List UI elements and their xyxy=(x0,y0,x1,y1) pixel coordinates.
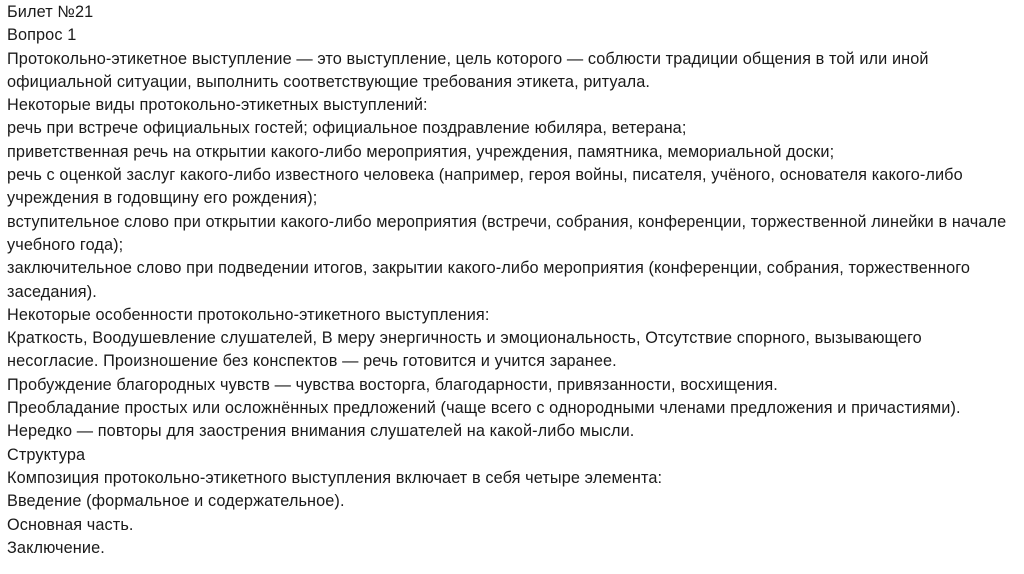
paragraph-type-guests: речь при встрече официальных гостей; официальное поздравление юбиляра, ветерана; xyxy=(7,119,687,138)
paragraph-type-introductory: вступительное слово при открытии какого-либо мероприятия (встречи, собрания, конференции, торжественной линейки в начале учебного года); xyxy=(7,212,1007,254)
paragraph-type-merits: речь с оценкой заслуг какого-либо известного человека (например, героя войны, писателя, учёного, основателя какого-либо учреждения в годовщину его рождения); xyxy=(7,166,963,208)
paragraph-types-heading: Некоторые виды протокольно-этикетных выступлений: xyxy=(7,96,428,115)
paragraph-conclusion: Заключение. xyxy=(7,538,105,557)
paragraph-feature-brevity: Краткость, Воодушевление слушателей, В меру энергичность и эмоциональность, Отсутствие спорного, вызывающего несогласие. Произношение без конспектов — речь готовится и учится заранее. xyxy=(7,329,922,371)
paragraph-feature-sentences: Преобладание простых или осложнённых предложений (чаще всего с однородными членами предложения и причастиями). xyxy=(7,399,961,418)
paragraph-features-heading: Некоторые особенности протокольно-этикетного выступления: xyxy=(7,305,490,324)
paragraph-feature-feelings: Пробуждение благородных чувств — чувства восторга, благодарности, привязанности, восхищения. xyxy=(7,375,778,394)
paragraph-structure-heading: Структура xyxy=(7,445,86,464)
question-title: Вопрос 1 xyxy=(7,26,77,45)
paragraph-introduction: Введение (формальное и содержательное). xyxy=(7,492,345,511)
paragraph-type-closing: заключительное слово при подведении итогов, закрытии какого-либо мероприятия (конференции, собрания, торжественного заседания). xyxy=(7,259,971,301)
paragraph-feature-repetitions: Нередко — повторы для заострения внимания слушателей на какой-либо мысли. xyxy=(7,422,635,441)
paragraph-main-part: Основная часть. xyxy=(7,515,134,534)
paragraph-composition: Композиция протокольно-этикетного выступления включает в себя четыре элемента: xyxy=(7,468,663,487)
ticket-title: Билет №21 xyxy=(7,3,94,21)
slide-text-body xyxy=(7,1,1015,560)
paragraph-type-opening: приветственная речь на открытии какого-либо мероприятия, учреждения, памятника, мемориальной доски; xyxy=(7,142,835,161)
paragraph-definition: Протокольно-этикетное выступление — это выступление, цель которого — соблюсти традиции общения в той или иной официальной ситуации, выполнить соответствующие требования этикета, ритуала. xyxy=(7,49,929,91)
